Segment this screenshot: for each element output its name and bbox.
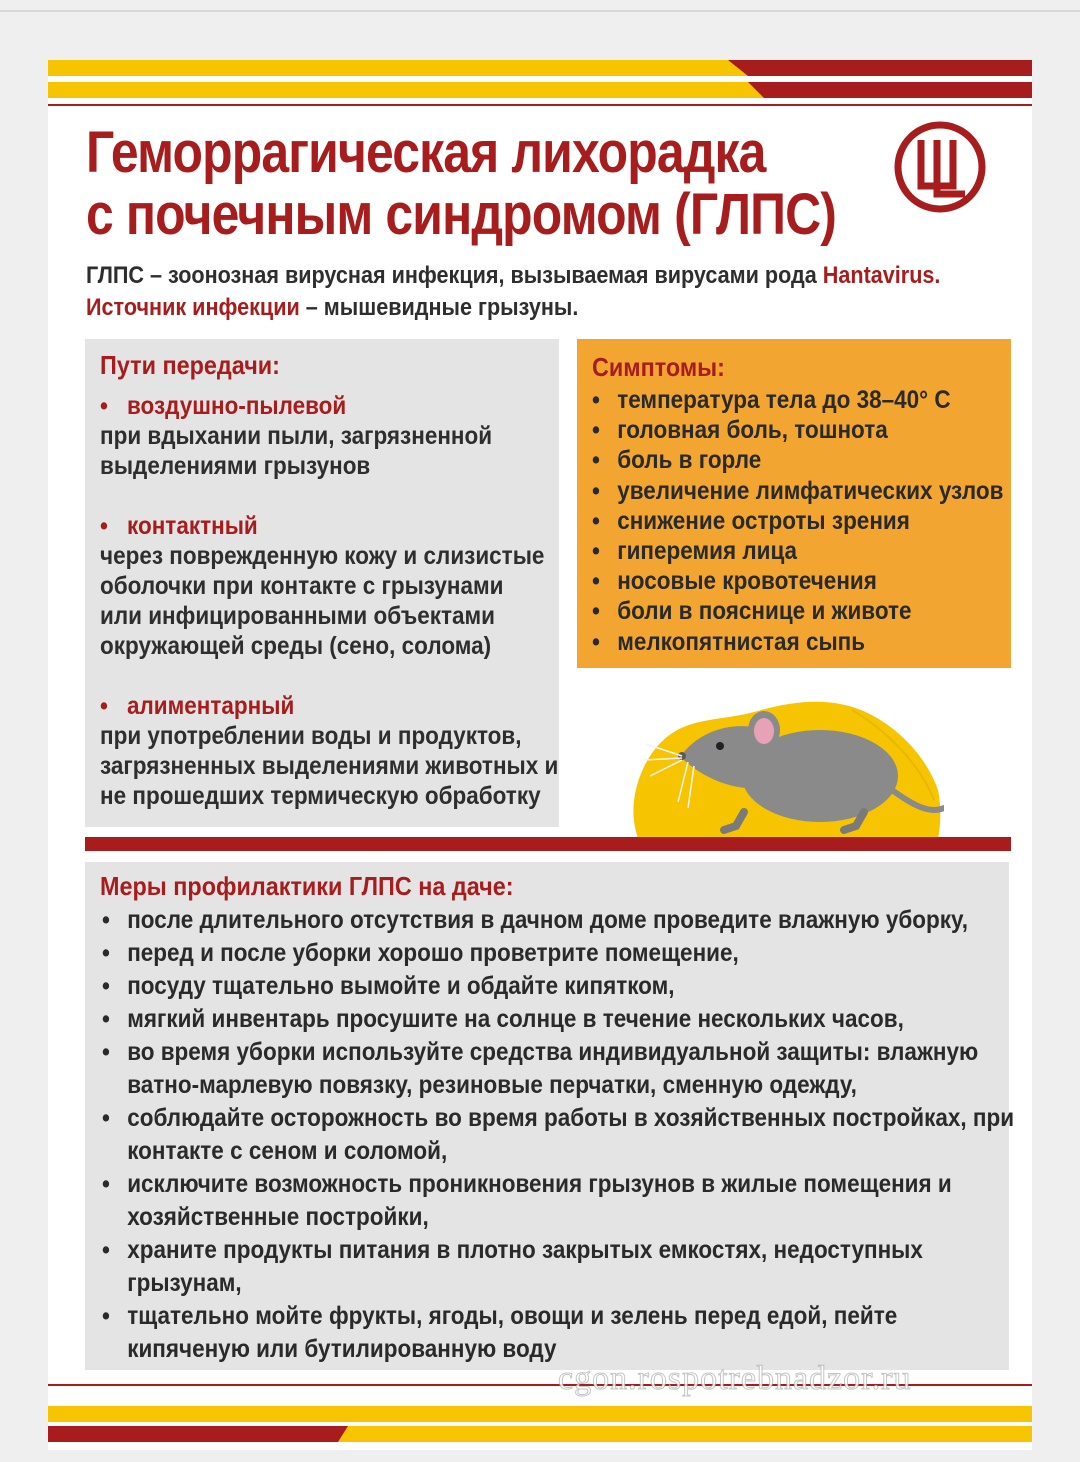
bullet-icon: • [100,392,108,420]
list-item: • мелкопятнистая сыпь [592,627,866,656]
prevention-box [85,862,1015,1370]
poster [48,60,1032,1450]
transmission-box [85,339,559,827]
list-item: • боль в горле [592,446,762,475]
bullet-icon: • [100,692,108,720]
intro-text: ГЛПС – зоонозная вирусная инфекция, вызываемая вирусами рода Hantavirus. Источник инфекции – мышевидные грызуны. [86,262,941,321]
watermark: cgon.rospotrebnadzor.ru [558,1360,912,1397]
transmission-heading: Пути передачи: [100,350,280,380]
list-item: • перед и после уборки хорошо проветрите помещение, [102,939,739,967]
prevention-heading: Меры профилактики ГЛПС на даче: [100,871,514,901]
list-item: • посуду тщательно вымойте и обдайте кипятком, [102,972,675,1000]
symptoms-list [592,385,1004,657]
route-airborne: • воздушно-пылевой при вдыхании пыли, загрязненной выделениями грызунов [100,392,493,480]
mouse-illustration [624,690,944,840]
page-title [86,120,837,247]
top-decor-band [48,60,1032,110]
list-item: • гиперемия лица [592,537,798,566]
list-item: • температура тела до 38–40° С [592,386,951,414]
list-item: • увеличение лимфатических узлов [592,476,1004,505]
list-item: • храните продукты питания в плотно закрытых емкостях, недоступных грызунам, [102,1236,923,1297]
symptoms-box [577,339,1011,668]
route-alimentary: • алиментарный при употреблении воды и продуктов, загрязненных выделениями животных и не прошедших термическую обработку [100,692,559,810]
list-item: • боли в пояснице и животе [592,597,912,626]
prevention-list [102,904,1014,1366]
route-contact: • контактный через поврежденную кожу и слизистые оболочки при контакте с грызунами или инфицированными объектами окружающей среды (сено, солома) [100,512,545,660]
title-line-2: с почечным синдромом (ГЛПС) [86,182,837,247]
list-item: • мягкий инвентарь просушите на солнце в течение нескольких часов, [102,1005,904,1033]
bullet-icon: • [100,512,108,540]
rospotrebnadzor-logo [893,120,987,214]
title-line-1: Геморрагическая лихорадка [86,120,766,185]
list-item: • исключите возможность проникновения грызунов в жилые помещения и хозяйственные постройки, [102,1170,952,1231]
screen-top-divider [0,10,1080,12]
section-divider [85,837,1011,851]
list-item: • соблюдайте осторожность во время работы в хозяйственных постройках, при контакте с сеном и соломой, [102,1104,1015,1165]
list-item: • во время уборки используйте средства индивидуальной защиты: влажную ватно-марлевую повязку, резиновые перчатки, сменную одежду, [102,1038,979,1099]
symptoms-heading: Симптомы: [592,352,725,382]
list-item: • носовые кровотечения [592,567,877,596]
list-item: • после длительного отсутствия в дачном доме проведите влажную уборку, [102,906,969,934]
list-item: • тщательно мойте фрукты, ягоды, овощи и зелень перед едой, пейте кипяченую или бутилированную воду [102,1302,898,1363]
list-item: • снижение остроты зрения [592,506,910,535]
list-item: • головная боль, тошнота [592,416,888,445]
